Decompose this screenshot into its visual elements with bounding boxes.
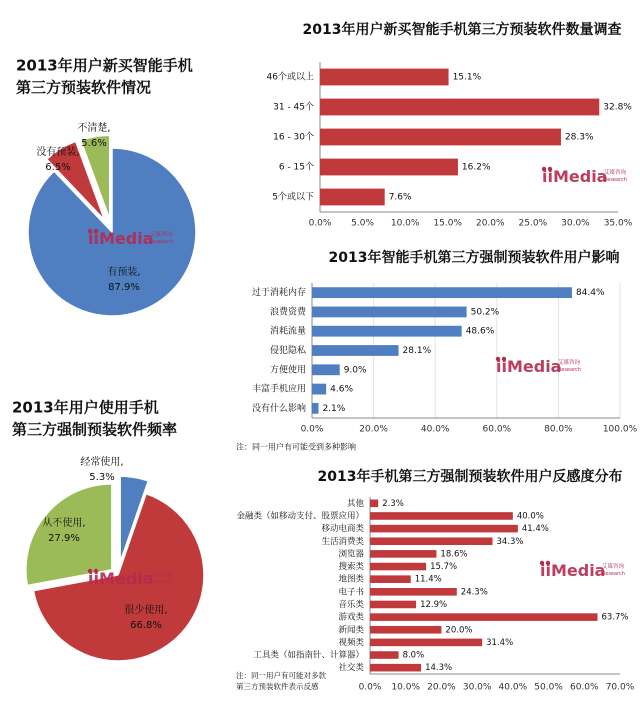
data-label: 2.3%	[382, 498, 404, 509]
bar-bar3-2	[370, 525, 518, 533]
watermark-brand: iiMedia	[88, 229, 154, 248]
x-tick-label: 80.0%	[544, 424, 573, 435]
chart-note-bar3-line0: 注：同一用户有可能对多款	[236, 671, 326, 680]
x-tick-label: 30.0%	[561, 218, 590, 229]
category-label: 工具类（如指南针、计算器）	[253, 650, 364, 661]
category-label: 浏览器	[338, 549, 364, 560]
category-label: 移动电商类	[321, 524, 364, 535]
category-label: 5个或以下	[272, 192, 314, 203]
data-label: 9.0%	[343, 365, 367, 376]
chart-title-pie2-line1: 第三方强制预装软件频率	[12, 420, 178, 439]
x-tick-label: 40.0%	[498, 682, 528, 693]
x-tick-label: 20.0%	[475, 218, 505, 229]
watermark-cn: 艾媒咨询	[150, 232, 173, 238]
bar-bar3-13	[370, 664, 421, 672]
data-label: 18.6%	[440, 549, 468, 560]
data-label: 12.9%	[420, 599, 448, 610]
category-label: 46个或以上	[266, 72, 314, 83]
x-tick-label: 20.0%	[359, 424, 388, 435]
slice-name-label: 很少使用,	[124, 605, 168, 616]
chart-title-pie1-line1: 第三方预装软件情况	[16, 78, 152, 97]
bar-bar3-10	[370, 626, 441, 634]
bar-bar2-4	[312, 364, 340, 375]
category-label: 搜索类	[338, 562, 364, 573]
x-tick-label: 0.0%	[308, 218, 332, 229]
bar-bar1-2	[320, 129, 561, 146]
data-label: 8.0%	[402, 650, 425, 661]
data-label: 14.3%	[425, 663, 453, 674]
data-label: 16.2%	[461, 162, 491, 173]
watermark-brand: iiMedia	[88, 569, 154, 588]
data-label: 50.2%	[470, 307, 500, 318]
bar-bar3-5	[370, 563, 426, 571]
x-tick-label: 20.0%	[427, 682, 456, 693]
bar-bar1-0	[320, 69, 449, 86]
category-label: 侵犯隐私	[269, 346, 306, 356]
category-label: 消耗流量	[269, 326, 306, 337]
bar-bar2-5	[312, 384, 326, 395]
bar-bar3-7	[370, 588, 457, 596]
category-label: 过于消耗内存	[251, 288, 306, 299]
x-tick-label: 100.0%	[602, 424, 638, 435]
bar-bar2-1	[312, 307, 467, 318]
data-label: 63.7%	[601, 612, 629, 623]
category-label: 浪费资费	[269, 307, 306, 318]
category-label: 16 - 30个	[273, 132, 314, 143]
x-tick-label: 60.0%	[569, 682, 599, 693]
bar-bar3-4	[370, 550, 436, 558]
data-label: 40.0%	[516, 511, 544, 522]
watermark-en: Research	[602, 571, 625, 577]
slice-name-label: 有预装,	[107, 267, 141, 278]
x-tick-label: 50.0%	[534, 682, 563, 693]
chart-title-pie1-line0: 2013年用户新买智能手机	[16, 56, 193, 75]
watermark-brand: iiMedia	[496, 357, 562, 376]
bar-bar1-3	[320, 159, 458, 176]
bar-bar3-6	[370, 575, 411, 583]
slice-name-label: 经常使用,	[80, 457, 124, 468]
data-label: 24.3%	[460, 587, 488, 598]
bar-bar3-12	[370, 651, 399, 659]
data-label: 28.3%	[564, 132, 594, 143]
bar-bar2-3	[312, 345, 399, 356]
category-label: 地图类	[338, 574, 364, 585]
slice-value-label: 27.9%	[48, 533, 80, 544]
slice-value-label: 5.6%	[81, 138, 107, 149]
data-label: 4.6%	[330, 384, 354, 395]
data-label: 34.3%	[496, 536, 524, 547]
data-label: 15.1%	[452, 72, 482, 83]
x-tick-label: 10.0%	[391, 682, 421, 693]
x-tick-label: 35.0%	[603, 218, 633, 229]
category-label: 新闻类	[338, 625, 364, 636]
bar-bar3-9	[370, 613, 598, 621]
watermark-brand: iiMedia	[542, 167, 608, 186]
category-label: 音乐类	[338, 599, 364, 610]
category-label: 方便使用	[269, 365, 306, 376]
bar-bar3-0	[370, 500, 378, 508]
watermark-en: Research	[604, 177, 627, 183]
category-label: 其他	[346, 498, 364, 509]
bar-bar1-1	[320, 99, 599, 116]
watermark-en: Research	[558, 367, 581, 373]
bar-bar3-1	[370, 512, 513, 520]
watermark-cn: 艾媒咨询	[604, 170, 627, 176]
chart-note-bar3-line1: 第三方预装软件表示反感	[236, 682, 319, 691]
data-label: 20.0%	[445, 625, 473, 636]
data-label: 32.8%	[603, 102, 632, 113]
category-label: 游戏类	[338, 612, 364, 623]
category-label: 6 - 15个	[278, 162, 314, 173]
data-label: 15.7%	[430, 562, 458, 573]
category-label: 视频类	[338, 637, 364, 648]
x-tick-label: 25.0%	[518, 218, 548, 229]
data-label: 84.4%	[575, 288, 605, 299]
iimedia-watermark	[540, 561, 625, 580]
bar-bar3-8	[370, 601, 416, 609]
iimedia-watermark	[542, 167, 627, 186]
slice-value-label: 6.5%	[45, 162, 71, 173]
bar-bar3-3	[370, 537, 493, 545]
slice-name-label: 从不使用,	[42, 518, 86, 529]
data-label: 31.4%	[486, 637, 514, 648]
watermark-cn: 艾媒咨询	[558, 360, 581, 366]
category-label: 丰富手机应用	[251, 384, 306, 395]
x-tick-label: 0.0%	[358, 682, 382, 693]
category-label: 电子书	[338, 587, 364, 598]
data-label: 2.1%	[322, 403, 346, 414]
slice-name-label: 没有预装,	[36, 147, 80, 158]
x-tick-label: 60.0%	[482, 424, 512, 435]
chart-note-bar2: 注：同一用户有可能受到多种影响	[236, 442, 356, 452]
slice-name-label: 不清楚,	[77, 123, 111, 134]
bar-bar2-0	[312, 287, 572, 298]
category-label: 社交类	[338, 663, 364, 674]
slice-value-label: 5.3%	[89, 472, 115, 483]
bar-bar1-4	[320, 189, 385, 206]
data-label: 28.1%	[402, 346, 432, 356]
watermark-cn: 艾媒咨询	[602, 564, 625, 570]
category-label: 生活消费类	[321, 536, 364, 547]
watermark-brand: iiMedia	[540, 561, 606, 580]
data-label: 11.4%	[414, 574, 442, 585]
x-tick-label: 5.0%	[351, 218, 375, 229]
x-tick-label: 30.0%	[462, 682, 492, 693]
x-tick-label: 0.0%	[300, 424, 324, 435]
iimedia-watermark	[496, 357, 581, 376]
watermark-cn: 艾媒咨询	[150, 572, 173, 578]
x-tick-label: 70.0%	[605, 682, 635, 693]
x-tick-label: 15.0%	[433, 218, 463, 229]
slice-value-label: 66.8%	[130, 620, 162, 631]
bar-bar2-6	[312, 403, 318, 414]
data-label: 7.6%	[388, 192, 412, 203]
category-label: 金融类（如移动支付、股票应用）	[236, 511, 364, 522]
x-tick-label: 10.0%	[390, 218, 420, 229]
bar-bar3-11	[370, 639, 482, 647]
chart-title-bar3: 2013年手机第三方强制预装软件用户反感度分布	[317, 469, 623, 485]
chart-title-pie2-line0: 2013年用户使用手机	[12, 398, 159, 417]
chart-title-bar1: 2013年用户新买智能手机第三方预装软件数量调查	[302, 22, 622, 38]
chart-title-bar2: 2013年智能手机第三方强制预装软件用户影响	[328, 250, 620, 266]
data-label: 41.4%	[521, 524, 549, 535]
watermark-en: Research	[150, 239, 173, 245]
slice-value-label: 87.9%	[108, 282, 140, 293]
watermark-en: Research	[150, 579, 173, 585]
bar-bar2-2	[312, 326, 462, 337]
category-label: 没有什么影响	[251, 403, 306, 414]
data-label: 48.6%	[465, 326, 495, 337]
x-tick-label: 40.0%	[420, 424, 450, 435]
category-label: 31 - 45个	[273, 102, 314, 113]
